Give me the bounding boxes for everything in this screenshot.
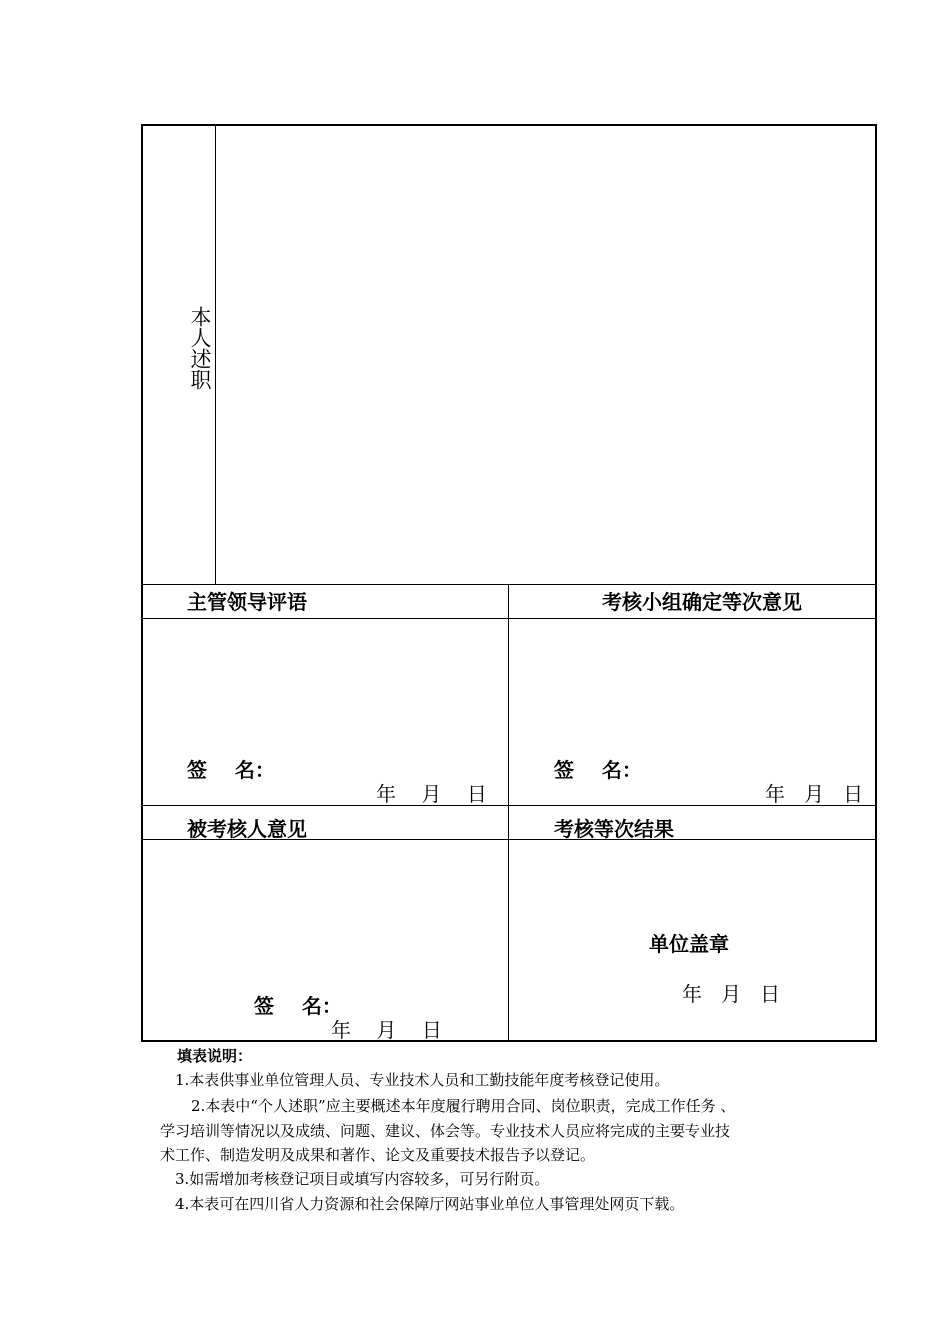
appraisee-signature-label: 签 名： bbox=[254, 994, 342, 1018]
committee-date-label: 年 月 日 bbox=[765, 782, 864, 806]
unit-seal-label: 单位盖章 bbox=[649, 932, 729, 956]
committee-grade-header: 考核小组确定等次意见 bbox=[602, 590, 802, 614]
self-report-label: 本人述职 bbox=[188, 306, 212, 390]
appraisee-date-label: 年 月 日 bbox=[331, 1018, 442, 1042]
note-item: 3.如需增加考核登记项目或填写内容较多，可另行附页。 bbox=[175, 1170, 550, 1188]
result-header: 考核等次结果 bbox=[554, 817, 674, 841]
appraisal-form-table bbox=[141, 124, 877, 1042]
supervisor-signature-label: 签 名： bbox=[187, 758, 275, 782]
supervisor-date-label: 年 月 日 bbox=[376, 782, 487, 806]
supervisor-comment-header: 主管领导评语 bbox=[187, 590, 307, 614]
note-item: 术工作、制造发明及成果和著作、论文及重要技术报告予以登记。 bbox=[160, 1146, 596, 1164]
row-divider-1 bbox=[143, 584, 875, 585]
note-item: 学习培训等情况以及成绩、问题、建议、体会等。专业技术人员应将完成的主要专业技 bbox=[160, 1122, 731, 1140]
notes-title: 填表说明： bbox=[177, 1047, 253, 1065]
self-report-area[interactable] bbox=[216, 126, 875, 584]
note-item: 1.本表供事业单位管理人员、专业技术人员和工勤技能年度考核登记使用。 bbox=[175, 1071, 670, 1089]
note-item: 4.本表可在四川省人力资源和社会保障厅网站事业单位人事管理处网页下载。 bbox=[175, 1195, 685, 1213]
appraisee-opinion-header: 被考核人意见 bbox=[187, 817, 307, 841]
note-item: 2.本表中“个人述职”应主要概述本年度履行聘用合同、岗位职责，完成工作任务 、 bbox=[191, 1097, 736, 1115]
result-date-label: 年 月 日 bbox=[682, 982, 781, 1006]
committee-signature-label: 签 名： bbox=[554, 758, 642, 782]
